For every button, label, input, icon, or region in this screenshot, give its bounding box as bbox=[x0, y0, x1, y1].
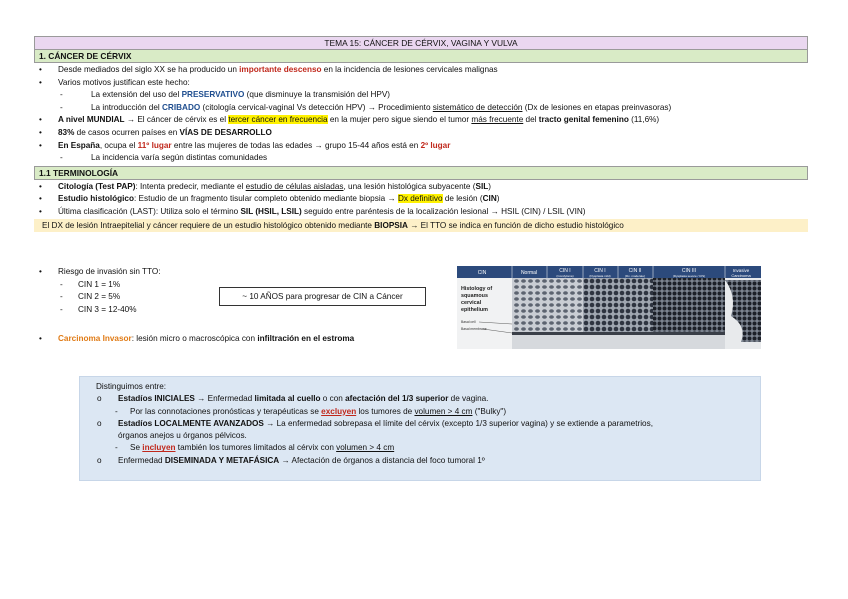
histology-label-4: epithelium bbox=[461, 307, 488, 313]
bullet-last: • Última clasificación (LAST): Utiliza solo el término SIL (HSIL, LSIL) seguido entre paréntesis de la localización lesional → HSIL (CIN) / LSIL (VIN) bbox=[34, 206, 808, 219]
risk-block bbox=[34, 266, 214, 316]
bullet-83: • 83% de casos ocurren países en VÍAS DE DESARROLLO bbox=[34, 127, 808, 140]
stages-box bbox=[79, 376, 761, 481]
risk-cin1: - CIN 1 = 1% bbox=[34, 279, 214, 292]
document-sheet bbox=[34, 36, 808, 232]
stage-initial-note: - Por las connotaciones pronósticas y terapéuticas se excluyen los tumores de volumen > 4 cm ("Bulky") bbox=[88, 406, 752, 418]
histology-col-6: Invasive bbox=[732, 268, 750, 273]
histology-label-1: Histology of bbox=[461, 286, 493, 292]
stage-local: o Estadíos LOCALMENTE AVANZADOS → La enfermedad sobrepasa el límite del cérvix (excepto 1/3 superior vagina) y se extiende a parametrios, bbox=[88, 418, 752, 430]
bullet-risk: • Riesgo de invasión sin TTO: bbox=[34, 266, 214, 279]
histology-label-6: Basal membrane bbox=[461, 327, 487, 331]
histology-image bbox=[457, 266, 761, 349]
histology-sub-6: Carcinoma bbox=[731, 273, 751, 278]
histology-col-2: CIN I bbox=[559, 268, 571, 274]
stage-local-note: - Se incluyen también los tumores limitados al cérvix con volumen > 4 cm bbox=[88, 442, 752, 454]
section-header-terminologia: 1.1 TERMINOLOGÍA bbox=[34, 166, 808, 180]
histology-sub-3: (Dysplasia mild) bbox=[589, 274, 611, 278]
carcinoma-block bbox=[34, 333, 454, 346]
histology-col-1: Normal bbox=[520, 270, 538, 276]
histology-col-5: CIN III bbox=[681, 268, 697, 274]
histology-label-5: Basal cell bbox=[461, 320, 476, 324]
histology-sub-5: (Dysplasia severe / CIS) bbox=[672, 274, 706, 278]
bullet-spain: • En España, ocupa el 11º lugar entre las mujeres de todas las edades → grupo 15-44 años está en 2º lugar bbox=[34, 140, 808, 153]
progression-box: ~ 10 AÑOS para progresar de CIN a Cáncer bbox=[219, 287, 426, 306]
page-title: TEMA 15: CÁNCER DE CÉRVIX, VAGINA Y VULVA bbox=[34, 36, 808, 50]
histology-label-3: cervical bbox=[461, 300, 482, 306]
bullet-decline: • Desde mediados del siglo XX se ha producido un importante descenso en la incidencia de lesiones cervicales malignas bbox=[34, 64, 808, 77]
risk-cin3: - CIN 3 = 12-40% bbox=[34, 304, 214, 317]
histology-sub-4: (Dx. moderate) bbox=[624, 274, 646, 278]
histology-col-0: CIN bbox=[477, 270, 487, 276]
stage-disseminated: o Enfermedad DISEMINADA Y METAFÁSICA → Afectación de órganos a distancia del foco tumoral 1º bbox=[88, 455, 752, 467]
sub-cribado: - La introducción del CRIBADO (citología cervical-vaginal Vs detección HPV) → Procedimiento sistemático de detección (Dx de lesiones en etapas preinvasoras) bbox=[34, 102, 808, 115]
sub-incidencia: - La incidencia varía según distintas comunidades bbox=[34, 152, 808, 165]
risk-cin2: - CIN 2 = 5% bbox=[34, 291, 214, 304]
epithelium-normal bbox=[512, 278, 583, 332]
histology-figure bbox=[457, 266, 761, 349]
section-header-cervix: 1. CÁNCER DE CÉRVIX bbox=[34, 50, 808, 63]
histology-sub-2: (Condyloma) bbox=[556, 274, 574, 278]
bullet-reasons: • Varios motivos justifican este hecho: bbox=[34, 77, 808, 90]
bullet-mundial: • A nivel MUNDIAL → El cáncer de cérvix es el tercer cáncer en frecuencia en la mujer pero sigue siendo el tumor más frecuente del tracto genital femenino (11,6%) bbox=[34, 114, 808, 127]
histology-label-2: squamous bbox=[461, 293, 488, 299]
stage-initial: o Estadíos INICIALES → Enfermedad limitada al cuello o con afectación del 1/3 superior de vagina. bbox=[88, 393, 752, 405]
epithelium-cin bbox=[583, 278, 653, 334]
epithelium-cin3 bbox=[653, 278, 725, 336]
bullet-carcinoma: • Carcinoma Invasor: lesión micro o macroscópica con infiltración en el estroma bbox=[34, 333, 454, 346]
stage-local-cont: órganos anejos u órganos pélvicos. bbox=[118, 431, 247, 441]
sub-preservativo: - La extensión del uso del PRESERVATIVO (que disminuye la transmisión del HPV) bbox=[34, 89, 808, 102]
histology-col-3: CIN I bbox=[594, 268, 606, 274]
bullet-histologico: • Estudio histológico: Estudio de un fragmento tisular completo obtenido mediante biopsia → Dx definitivo de lesión (CIN) bbox=[34, 193, 808, 206]
histology-col-4: CIN II bbox=[628, 268, 642, 274]
bullet-citologia: • Citología (Test PAP): Intenta predecir, mediante el estudio de células aisladas, una lesión histológica subyacente (SIL) bbox=[34, 181, 808, 194]
stages-intro: Distinguimos entre: bbox=[96, 382, 167, 391]
biopsy-note: El DX de lesión Intraepitelial y cáncer requiere de un estudio histológico obtenido mediante BIOPSIA → El TTO se indica en función de dicho estudio histológico bbox=[34, 219, 808, 232]
